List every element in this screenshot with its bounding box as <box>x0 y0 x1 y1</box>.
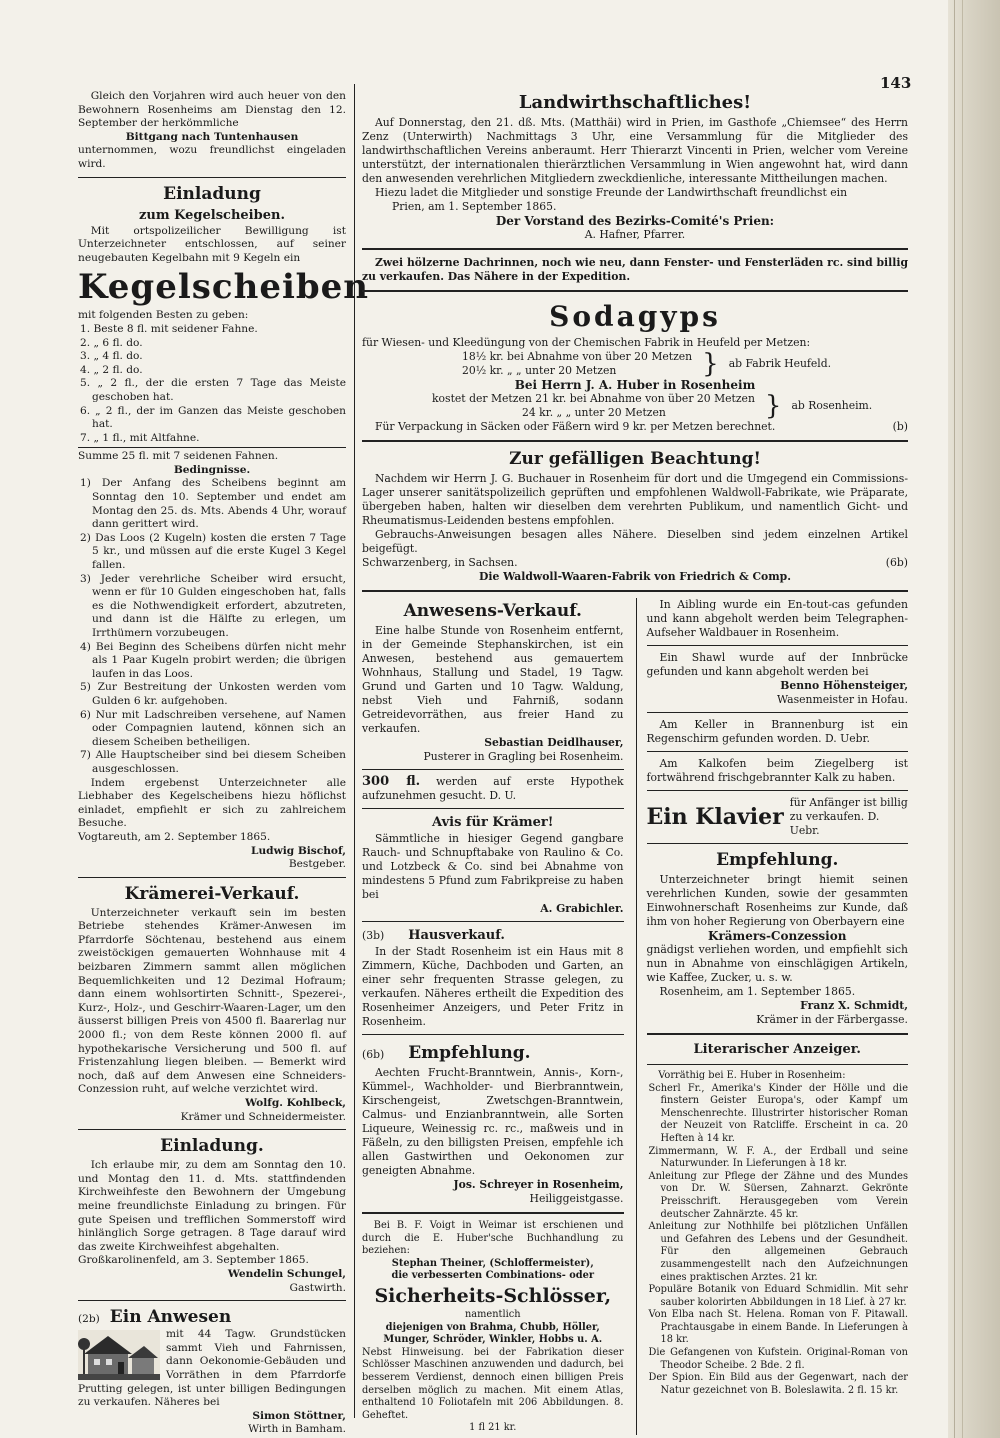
list-item: 5) Zur Bestreitung der Unkosten werden vom Gulden 6 kr. aufgehoben. <box>80 681 346 707</box>
ad-title: Zur gefälligen Beachtung! <box>509 449 761 469</box>
signature: A. Grabichler. <box>540 902 624 915</box>
ad-title: Einladung. <box>160 1136 264 1157</box>
section-title: Literarischer Anzeiger. <box>693 1042 861 1057</box>
signature: Ludwig Bischof, <box>251 844 346 857</box>
signature: Wendelin Schungel, <box>227 1267 346 1280</box>
left-column <box>78 90 369 1436</box>
list-item: 6. „ 2 fl., der im Ganzen das Meiste geschoben hat. <box>80 404 346 431</box>
signature: Die Waldwoll-Waaren-Fabrik von Friedrich & Comp. <box>478 570 791 583</box>
list-item: 4) Bei Beginn des Scheibens dürfen nicht mehr als 1 Paar Kugeln probirt werden; die übrigen laufen in das Loos. <box>80 640 346 680</box>
farmhouse-illustration <box>78 1330 160 1380</box>
list-item: Von Elba nach St. Helena. Roman von F. Pitawall. Prachtausgabe in einem Bande. In Lieferungen à 18 kr. <box>648 1309 908 1346</box>
ad-title: Empfehlung. <box>716 850 839 870</box>
page-binding-edge <box>948 0 1000 1438</box>
signature: Sebastian Deidlhauser, <box>484 736 624 749</box>
list-item: 6) Nur mit Ladschreiben versehene, auf Namen oder Compagnien lautend, können sich an diesem Scheiben betheiligen. <box>80 708 346 748</box>
ad-title: Krämerei-Verkauf. <box>124 883 300 904</box>
rules-list <box>78 477 346 776</box>
ad-subtitle: zum Kegelscheiben. <box>139 207 285 223</box>
right-subcolumn-a: Anwesens-Verkauf. Eine halbe Stunde von Rosenheim entfernt, in der Gemeinde Stephanskirchen, ist ein Anwesen, bestehend aus gemauertem Wohnhaus, Stallung und Stadel, 19 Tagw. Grund und Garten und 10 Tagw. Waldung, nebst Vieh und Fahrniß, sodann Getreidevorräthen, aus freier Hand zu verkaufen. Sebastian Deidlhauser, Pusterer in Gragling bei Rosenheim. 300 fl. werden auf erste Hypothek aufzunehmen gesucht. D. U. Avis für Krämer! Sämmtliche in hiesiger Gegend gangbare Rauch- und Schnupftabake von Raulino & Co. und Lotzbeck & Co. sind bei Abnahme von mindestens 5 Pfund zum Fabrikpreise zu haben bei A. Grabichler. (3b) Hausverkauf. In der Stadt Rosenheim ist ein Haus mit 8 Zimmern, Küche, Dachboden und Garten, an einer sehr frequenten Strasse gelegen, zu verkaufen. Näheres ertheilt die Expedition des Rosenheimer Anzeigers, und Peter Fritz in Rosenheim. (6b) Empfehlung. Aechten Frucht-Branntwein, Annis-, Korn-, Kümmel-, Wachholder- und Bierbranntwein, Kirschengeist, Zwetschgen-Branntwein, Calmus- und Enzianbranntwein, alle Sorten Liqueure, Weinessig rc. rc., maßweis und in Fäßeln, zu den billigsten Preisen, empfehle ich allen Gastwirthen und Oekonomen zur geneigten Abnahme. Jos. Schreyer in Rosenheim, Heiliggeistgasse. Bei B. F. Voigt in Weimar ist erschienen und durch die E. Huber'sche Buchhandlung zu beziehen: Stephan Theiner, (Schloffermeister), die verbesserten Combinations- oder Sicherheits-Schlösser, namentlich diejenigen von Brahma, Chubb, Höller, Munger, Schröder, Winkler, Hobbs u. A. Nebst Hinweisung. bei der Fabrikation dieser Schlösser Maschinen anzuwenden und dadurch, bei besserem Verdienst, dennoch einen billigen Preis derselben möglich zu machen. Mit einem Atlas, enthaltend 10 Foliotafeln mit 206 Abbildungen. 8. Geheftet. 1 fl 21 kr. <box>362 601 624 1434</box>
ad-display-title: Kegelscheiben <box>78 267 369 308</box>
ad-title: Ein Anwesen <box>109 1307 232 1328</box>
list-item: Die Gefangenen von Kufstein. Original-Roman von Theodor Scheibe. 2 Bde. 2 fl. <box>648 1347 908 1371</box>
ad-title: Hausverkauf. <box>408 928 505 943</box>
ad-dachrinnen: Zwei hölzerne Dachrinnen, noch wie neu, dann Fenster- und Fensterläden rc. sind billig zu verkaufen. Das Nähere in der Expedition. <box>362 256 908 283</box>
list-item: 4. „ 2 fl. do. <box>80 363 143 376</box>
ad-title: Avis für Krämer! <box>432 815 554 830</box>
list-item: Der Spion. Ein Bild aus der Gegenwart, nach der Natur gezeichnet von B. Boleslawita. 2 fl. 15 kr. <box>648 1372 908 1396</box>
ad-sodagyps: Sodagyps für Wiesen- und Kleedüngung von der Chemischen Fabrik in Heufeld per Metzen: 18½ kr. bei Abnahme von über 20 Metzen 20½ kr. „ „ unter 20 Metzen } ab Fabrik Heufeld. Bei Herrn J. A. Huber in Rosenheim kostet der Metzen 21 kr. bei Abnahme von über 20 Metzen 24 kr. „ „ unter 20 Metzen } ab Rosenheim. Für Verpackung in Säcken oder Fäßern wird 9 kr. per Metzen berechnet. (b) <box>362 300 908 433</box>
ad-display-title: Ein Klavier <box>646 804 784 830</box>
list-item: Anleitung zur Pflege der Zähne und des Mundes von Dr. W. Süersen, Zahnarzt. Gekrönte Preisschrift. Herausgegeben vom Verein deutscher Zahnärzte. 45 kr. <box>648 1170 908 1220</box>
ad-zur-gefaelligen-beachtung: Zur gefälligen Beachtung! Nachdem wir Herrn J. G. Buchauer in Rosenheim für dort und die Umgegend ein Commissions-Lager unserer sanitätspolizeilich geprüften und empfohlenen Waldwoll-Fabrikate, wie Präparate, übergeben haben, halten wir dieselben dem verehrten Publikum, und namentlich Gicht- und Rheumatismus-Leidenden bestens empfohlen. Gebrauchs-Anweisungen besagen alles Nähere. Dieselben sind jedem einzelnen Artikel beigefügt. Schwarzenberg, in Sachsen. (6b) Die Waldwoll-Waaren-Fabrik von Friedrich & Comp. <box>362 449 908 583</box>
ad-landwirthschaftliches: Landwirthschaftliches! Auf Donnerstag, den 21. dß. Mts. (Matthäi) wird in Prien, im Gasthofe „Chiemsee“ des Herrn Zenz (Unterwirth) Nachmittags 3 Uhr, eine Versammlung für die Mitglieder des landwirthschaftlichen Vereins anberaumt. Herr Thierarzt Vincenti in Prien, welcher vom Vereine unterstützt, der internationalen thierärztlichen Versammlung in Wien angewohnt hat, wird dann den anwesenden verehrlichen Mitgliedern zweckdienliche, interessante Mittheilungen machen. Hiezu ladet die Mitglieder und sonstige Freunde der Landwirthschaft freundlichst ein Prien, am 1. September 1865. Der Vorstand des Bezirks-Comité's Prien: A. Hafner, Pfarrer. <box>362 92 908 241</box>
list-item: 2) Das Loos (2 Kugeln) kosten die ersten 7 Tage 5 kr., und müssen auf die erste Kugel 3 Kegel fallen. <box>80 531 346 572</box>
page-number: 143 <box>880 74 912 92</box>
list-item: Scherl Fr., Amerika's Kinder der Hölle und die finstern Geister Europa's, oder Kampf um Menschenrechte. Illustrirter historischer Roman der Neuzeit von Ratcliffe. Erscheint in ca. 20 Heften à 14 kr. <box>648 1082 908 1144</box>
list-item: 1. Beste 8 fl. mit seidener Fahne. <box>80 322 258 335</box>
ad-voigt-schloesser: Bei B. F. Voigt in Weimar ist erschienen und durch die E. Huber'sche Buchhandlung zu beziehen: Stephan Theiner, (Schloffermeister), die verbesserten Combinations- oder Sicherheits-Schlösser, namentlich diejenigen von Brahma, Chubb, Höller, Munger, Schröder, Winkler, Hobbs u. A. Nebst Hinweisung. bei der Fabrikation dieser Schlösser Maschinen anzuwenden und dadurch, bei besserem Verdienst, dennoch einen billigen Preis derselben möglich zu machen. Mit einem Atlas, enthaltend 10 Foliotafeln mit 206 Abbildungen. 8. Geheftet. 1 fl 21 kr. <box>362 1220 624 1434</box>
signature: Simon Stöttner, <box>252 1409 346 1422</box>
ad-anwesen: (2b) Ein Anwesen mit 44 Tagw. Grundstücken sammt Vieh und Fahrnissen, dann Oekonomie-Gebäuden und Vorräthen in dem Pfarrdorfe Prutting gelegen, ist unter billigen Bedingungen zu verkaufen. Näheres bei Simon Stöttner, Wirth in Bamham. <box>78 1307 346 1436</box>
signature: Der Vorstand des Bezirks-Comité's Prien: <box>495 214 775 228</box>
list-item: 2. „ 6 fl. do. <box>80 336 143 349</box>
list-item: 3) Jeder verehrliche Scheiber wird ersucht, wenn er für 10 Gulden eingeschoben hat, falls es die Nothwendigkeit erfordert, abzutreten, und dann ist die Hälfte zu erlegen, um Irrthümern vorzubeugen. <box>80 572 346 639</box>
ad-kegelscheiben: Einladung zum Kegelscheiben. Mit ortspolizeilicher Bewilligung ist Unterzeichneter entschlossen, auf seiner neugebauten Kegelbahn mit 9 Kegeln ein Kegelscheiben mit folgenden Besten zu geben: 1. Beste 8 fl. mit seidener Fahne. 2. „ 6 fl. do. 3. „ 4 fl. do. 4. „ 2 fl. do. 5. „ 2 fl., der die ersten 7 Tage das Meiste geschoben hat. 6. „ 2 fl., der im Ganzen das Meiste geschoben hat. 7. „ 1 fl., mit Altfahne. Summe 25 fl. mit 7 seidenen Fahnen. Bedingnisse. 1) Der Anfang des Scheibens beginnt am Sonntag den 10. September und endet am Montag den 25. ds. Mts. Abends 4 Uhr, worauf dann gerittert wird. 2) Das Loos (2 Kugeln) kosten die ersten 7 Tage 5 kr., und müssen auf die erste Kugel 3 Kegel fallen. 3) Jeder verehrliche Scheiber wird ersucht, wenn er für 10 Gulden eingeschoben hat, falls es die Nothwendigkeit erfordert, abzutreten, und dann ist die Hälfte zu erlegen, um Irrthümern vorzubeugen. 4) Bei Beginn des Scheibens dürfen nicht mehr als 1 Paar Kugeln probirt werden; die übrigen laufen in das Loos. 5) Zur Bestreitung der Unkosten werden vom Gulden 6 kr. aufgehoben. 6) Nur mit Ladschreiben versehene, auf Namen oder Compagnien lautend, können sich an diesem Scheiben betheiligen. 7) Alle Hauptscheiber sind bei diesem Scheiben ausgeschlossen. Indem ergebenst Unterzeichneter alle Liebhaber des Kegelscheibens hiezu höflichst einladet, empfiehlt er sich zu zahlreichem Besuche. Vogtareuth, am 2. September 1865. Ludwig Bischof, Bestgeber. <box>78 183 369 871</box>
list-item: 7) Alle Hauptscheiber sind bei diesem Scheiben ausgeschlossen. <box>80 749 346 775</box>
right-column <box>362 90 908 1434</box>
list-item: 7. „ 1 fl., mit Altfahne. <box>80 431 200 444</box>
signature: Franz X. Schmidt, <box>800 999 908 1012</box>
right-subcolumn-b: In Aibling wurde ein En-tout-cas gefunden und kann abgeholt werden beim Telegraphen-Aufseher Waldbauer in Rosenheim. Ein Shawl wurde auf der Innbrücke gefunden und kann abgeholt werden bei Benno Höhensteiger, Wasenmeister in Hofau. Am Keller in Brannenburg ist ein Regenschirm gefunden worden. D. Uebr. Am Kalkofen beim Ziegelberg ist fortwährend frischgebrannter Kalk zu haben. Ein Klavier für Anfänger ist billig zu verkaufen. D. Uebr. Empfehlung. Unterzeichneter bringt hiemit seinen verehrlichen Kunden, sowie der gesammten Einwohnerschaft Rosenheims zur Kunde, daß ihm von hoher Regierung von Oberbayern eine Krämers-Conzession gnädigst verliehen worden, und empfiehlt sich nun in Abnahme von einschlägigen Artikeln, wie Kaffee, Zucker, u. s. w. Rosenheim, am 1. September 1865. Franz X. Schmidt, Krämer in der Färbergasse. Literarischer Anzeiger. Vorräthig bei E. Huber in Rosenheim: Scherl Fr., Amerika's Kinder der Hölle und die finstern Geister Europa's, oder Kampf um Menschenrechte. Illustrirter historischer Roman der Neuzeit von Ratcliffe. Erscheint in ca. 20 Heften à 14 kr. Zimmermann, W. F. A., der Erdball und seine Naturwunder. In Lieferungen à 18 kr. Anleitung zur Pflege der Zähne und des Mundes von Dr. W. Süersen, Zahnarzt. Gekrönte Preisschrift. Herausgegeben vom Verein deutscher Zahnärzte. 45 kr. Anleitung zur Nothhilfe bei plötzlichen Unfällen und Gefahren des Lebens und der Gesundheit. Für den allgemeinen Gebrauch zusammengestellt nach den Aufzeichnungen eines praktischen Arztes. 21 kr. Populäre Botanik von Eduard Schmidlin. Mit sehr sauber kolorirten Abbildungen in 18 Lief. à 27 kr. Von Elba nach St. Helena. Roman von F. Pitawall. Prachtausgabe in einem Bande. In Lieferungen à 18 kr. Die Gefangenen von Kufstein. Original-Roman von Theodor Scheibe. 2 Bde. 2 fl. Der Spion. Ein Bild aus der Gegenwart, nach der Natur gezeichnet von B. Boleslawita. 2 fl. 15 kr. <box>636 598 909 1435</box>
ad-title: Einladung <box>163 183 261 204</box>
list-item: 1) Der Anfang des Scheibens beginnt am Sonntag den 10. September und endet am Montag den 25. ds. Mts. Abends 4 Uhr, worauf dann gerittert wird. <box>80 477 346 531</box>
signature: Wolfg. Kohlbeck, <box>245 1097 346 1109</box>
list-item: Zimmermann, W. F. A., der Erdball und seine Naturwunder. In Lieferungen à 18 kr. <box>648 1145 908 1170</box>
notice-bittgang: Gleich den Vorjahren wird auch heuer von den Bewohnern Rosenheims am Dienstag den 12. September der herkömmliche Bittgang nach Tuntenhausen unternommen, wozu freundlichst eingeladen wird. <box>78 90 346 170</box>
ad-title: Anwesens-Verkauf. <box>403 601 582 621</box>
list-item: Anleitung zur Nothhilfe bei plötzlichen Unfällen und Gefahren des Lebens und der Gesundheit. Für den allgemeinen Gebrauch zusammengestellt nach den Aufzeichnungen eines praktischen Arztes. 21 kr. <box>648 1221 908 1283</box>
list-item: 3. „ 4 fl. do. <box>80 350 143 363</box>
ad-display-title: Sicherheits-Schlösser, <box>374 1284 612 1307</box>
ad-display-title: Sodagyps <box>549 300 721 333</box>
ad-title: Landwirthschaftliches! <box>518 92 752 113</box>
signature: Benno Höhensteiger, <box>780 679 908 692</box>
ad-kraemerei-verkauf: Krämerei-Verkauf. Unterzeichneter verkauft sein im besten Betriebe stehendes Krämer-Anwesen im Pfarrdorfe Söchtenau, bestehend aus einem zweistöckigen gemauerten Wohnhause mit 4 beizbaren Zimmern sammt allen möglichen Bequemlichkeiten und 12 Dezimal Hofraum; dann einem wohlsortirten Schnitt-, Spezerei-, Kurz-, Holz-, und Geschirr-Waaren-Lager, um den äusserst billigen Preis von 4500 fl. Baarerlag nur 2000 fl.; von dem Reste können 2000 fl. auf hypothekarische Versicherung und 500 fl. auf Fristenzahlung liegen bleiben. — Bemerkt wird noch, daß auf dem Anwesen eine Schneiders-Conzession ruht, auf welche verzichtet wird. Wolfg. Kohlbeck, Krämer und Schneidermeister. <box>78 883 346 1123</box>
ad-einladung-kirchweih: Einladung. Ich erlaube mir, zu dem am Sonntag den 10. und Montag den 11. d. Mts. stattfindenden Kirchweihfeste den Bewohnern der Umgebung meine freundlichste Einladung zu bringen. Für gute Speisen und trefflichen Sommerstoff wird hinlänglich Sorge getragen. 8 Tage darauf wird das zweite Kirchweihfest abgehalten. Großkarolinenfeld, am 3. September 1865. Wendelin Schungel, Gastwirth. <box>78 1136 346 1294</box>
ad-title: Empfehlung. <box>408 1043 531 1063</box>
prize-list <box>78 323 346 445</box>
signature: Jos. Schreyer in Rosenheim, <box>453 1178 624 1191</box>
list-item: 5. „ 2 fl., der die ersten 7 Tage das Meiste geschoben hat. <box>80 377 346 403</box>
list-item: Populäre Botanik von Eduard Schmidlin. Mit sehr sauber kolorirten Abbildungen in 18 Lief. à 27 kr. <box>648 1284 908 1308</box>
literary-list: Vorräthig bei E. Huber in Rosenheim: Scherl Fr., Amerika's Kinder der Hölle und die finstern Geister Europa's, oder Kampf um Menschenrechte. Illustrirter historischer Roman der Neuzeit von Ratcliffe. Erscheint in ca. 20 Heften à 14 kr. Zimmermann, W. F. A., der Erdball und seine Naturwunder. In Lieferungen à 18 kr. Anleitung zur Pflege der Zähne und des Mundes von Dr. W. Süersen, Zahnarzt. Gekrönte Preisschrift. Herausgegeben vom Verein deutscher Zahnärzte. 45 kr. Anleitung zur Nothhilfe bei plötzlichen Unfällen und Gefahren des Lebens und der Gesundheit. Für den allgemeinen Gebrauch zusammengestellt nach den Aufzeichnungen eines praktischen Arztes. 21 kr. Populäre Botanik von Eduard Schmidlin. Mit sehr sauber kolorirten Abbildungen in 18 Lief. à 27 kr. Von Elba nach St. Helena. Roman von F. Pitawall. Prachtausgabe in einem Bande. In Lieferungen à 18 kr. Die Gefangenen von Kufstein. Original-Roman von Theodor Scheibe. 2 Bde. 2 fl. Der Spion. Ein Bild aus der Gegenwart, nach der Natur gezeichnet von B. Boleslawita. 2 fl. 15 kr. <box>648 1070 908 1396</box>
